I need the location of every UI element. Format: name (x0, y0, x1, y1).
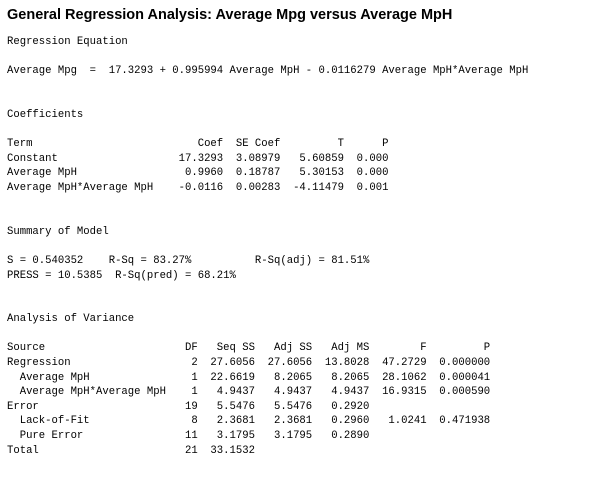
regression-equation: Average Mpg = 17.3293 + 0.995994 Average MpH - 0.0116279 Average MpH*Average MpH (7, 65, 529, 78)
summary-row: PRESS = 10.5385 R-Sq(pred) = 68.21% (7, 269, 236, 282)
anova-row: Error 19 5.5476 5.5476 0.2920 (7, 400, 370, 413)
anova-row: Pure Error 11 3.1795 3.1795 0.2890 (7, 430, 370, 443)
anova-header-row: Source DF Seq SS Adj SS Adj MS F P (7, 342, 491, 355)
anova-row: Total 21 33.1532 (7, 444, 255, 457)
coefficients-row: Average MpH*Average MpH -0.0116 0.00283 -4.11479 0.001 (7, 181, 389, 194)
anova-row: Regression 2 27.6056 27.6056 13.8028 47.2729 0.000000 (7, 357, 491, 370)
coefficients-row: Average MpH 0.9960 0.18787 5.30153 0.000 (7, 167, 389, 180)
page-title: General Regression Analysis: Average Mpg versus Average MpH (7, 7, 453, 23)
anova-heading: Analysis of Variance (7, 313, 135, 326)
coefficients-row: Constant 17.3293 3.08979 5.60859 0.000 (7, 152, 389, 165)
regression-equation-heading: Regression Equation (7, 36, 128, 48)
anova-row: Average MpH 1 22.6619 8.2065 8.2065 28.1062 0.000041 (7, 371, 491, 384)
coefficients-heading: Coefficients (7, 108, 84, 121)
anova-row: Lack-of-Fit 8 2.3681 2.3681 0.2960 1.0241 0.471938 (7, 415, 491, 428)
session-output (7, 35, 528, 458)
summary-row: S = 0.540352 R-Sq = 83.27% R-Sq(adj) = 81.51% (7, 254, 370, 267)
coefficients-header-row: Term Coef SE Coef T P (7, 138, 389, 151)
summary-heading: Summary of Model (7, 225, 109, 238)
anova-row: Average MpH*Average MpH 1 4.9437 4.9437 4.9437 16.9315 0.000590 (7, 386, 491, 399)
